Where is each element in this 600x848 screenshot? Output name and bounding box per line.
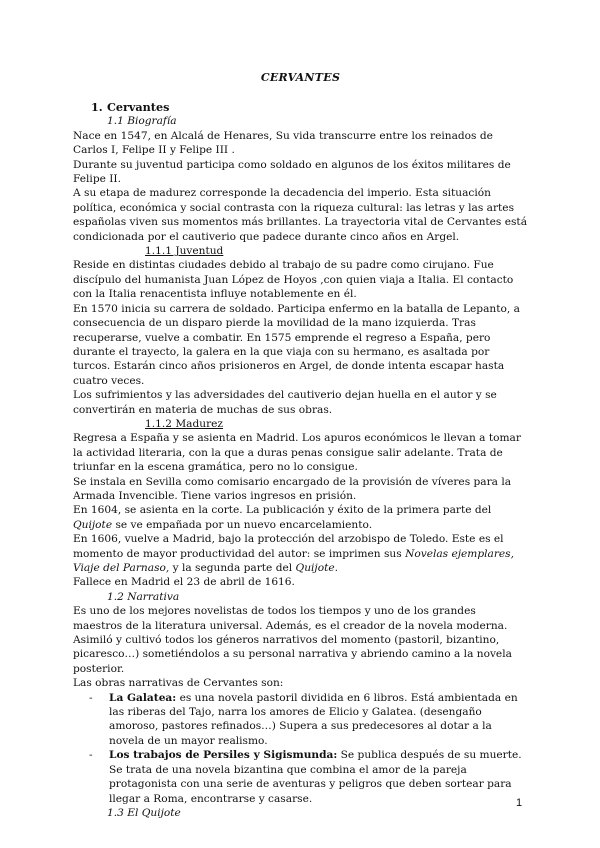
bullet-dash: - bbox=[89, 749, 93, 762]
paragraph: Reside en distintas ciudades debido al trabajo de su padre como cirujano. Fue discípulo del humanista Juan López de Hoyos ,con quien viaja a Italia. El contacto con la Italia renacentista influye notablemente en él. bbox=[73, 259, 514, 301]
work-description: es una novela pastoril dividida en 6 libros. Está ambientada en las riberas del Tajo, narra los amores de Elicio y Galatea. (desengaño amoroso, pastores refinados…) Supera a sus predecesores al dotar a la novela de un mayor realismo. bbox=[109, 691, 518, 747]
paragraph bbox=[73, 503, 528, 532]
section-heading-cervantes bbox=[91, 100, 528, 114]
book-title: Quijote bbox=[295, 562, 335, 574]
section-number: 1. bbox=[91, 100, 103, 114]
obras-list bbox=[73, 691, 528, 806]
paragraph: Fallece en Madrid el 23 de abril de 1616. bbox=[73, 576, 295, 589]
text-run: En 1606, vuelve a Madrid, bajo la protección del arzobispo de Toledo. Este es el momento de mayor productividad del autor: se imprimen sus bbox=[73, 533, 504, 560]
text-run: y la segunda parte del bbox=[169, 562, 296, 574]
paragraph: Es uno de los mejores novelistas de todos los tiempos y uno de los grandes maestros de la literatura universal. Además, es el creador de la novela moderna. bbox=[73, 605, 508, 632]
subheading-madurez: 1.1.2 Madurez bbox=[145, 417, 224, 430]
text-run: se ve empañada por un nuevo encarcelamiento. bbox=[112, 518, 373, 531]
subheading-quijote: 1.3 El Quijote bbox=[107, 806, 181, 819]
paragraph: Las obras narrativas de Cervantes son: bbox=[73, 677, 284, 690]
paragraph: Los sufrimientos y las adversidades del cautiverio dejan huella en el autor y se convertirán en materia de muchas de sus obras. bbox=[73, 389, 497, 416]
subheading-narrativa: 1.2 Narrativa bbox=[107, 590, 180, 603]
section-label: Cervantes bbox=[107, 100, 170, 114]
document-body bbox=[73, 100, 528, 820]
text-run: . bbox=[334, 562, 338, 574]
page-number: 1 bbox=[516, 797, 523, 809]
document-title: CERVANTES bbox=[260, 71, 341, 84]
paragraph: Nace en 1547, en Alcalá de Henares, Su vida transcurre entre los reinados de Carlos I, Felipe II y Felipe III . bbox=[73, 129, 493, 157]
book-title: Quijote bbox=[73, 518, 113, 531]
subheading-juventud: 1.1.1 Juventud bbox=[145, 245, 224, 258]
paragraph bbox=[73, 532, 528, 575]
work-name: La Galatea: bbox=[109, 691, 177, 704]
bullet-dash: - bbox=[89, 691, 93, 704]
paragraph: En 1570 inicia su carrera de soldado. Participa enfermo en la batalla de Lepanto, a consecuencia de un disparo pierde la movilidad de la mano izquierda. Tras recuperarse, vuelve a combatir. En 1575 emprende el regreso a España, pero durante el trayecto, la galera en la que viaja con su hermano, es asaltada por turcos. Estarán cinco años prisioneros en Argel, de donde intenta escapar hasta cuatro veces. bbox=[73, 302, 520, 387]
paragraph: Asimiló y cultivó todos los géneros narrativos del momento (pastoril, bizantino, picaresco…) sometiéndolos a su personal narrativa y abriendo camino a la novela posterior. bbox=[73, 634, 512, 675]
work-description: Se publica después de su muerte. Se trata de una novela bizantina que combina el amor de la pareja protagonista con una serie de aventuras y peligros que deben sortear para llegar a Roma, encontrarse y casarse. bbox=[109, 749, 522, 805]
work-name: Los trabajos de Persiles y Sigismunda: bbox=[109, 749, 338, 762]
list-item bbox=[73, 748, 528, 806]
text-run: En 1604, se asienta en la corte. La publicación y éxito de la primera parte del bbox=[73, 504, 492, 517]
book-titles: Novelas ejemplares, Viaje del Parnaso, bbox=[73, 547, 514, 574]
paragraph: Regresa a España y se asienta en Madrid. Los apuros económicos le llevan a tomar la actividad literaria, con la que a duras penas consigue salir adelante. Trata de triunfar en la escena gramática, pero no lo consigue. bbox=[73, 432, 521, 474]
subheading-biografia: 1.1 Biografía bbox=[107, 115, 177, 128]
paragraph: A su etapa de madurez corresponde la decadencia del imperio. Esta situación política, económica y social contrasta con la riqueza cultural: las letras y las artes españolas viven sus momentos más brillantes. La trayectoria vital de Cervantes está condicionada por el cautiverio que padece durante cinco años en Argel. bbox=[73, 187, 528, 243]
list-item bbox=[73, 691, 528, 749]
paragraph: Durante su juventud participa como soldado en algunos de los éxitos militares de Felipe II. bbox=[73, 158, 511, 186]
paragraph: Se instala en Sevilla como comisario encargado de la provisión de víveres para la Armada Invencible. Tiene varios ingresos en prisión. bbox=[73, 475, 512, 502]
